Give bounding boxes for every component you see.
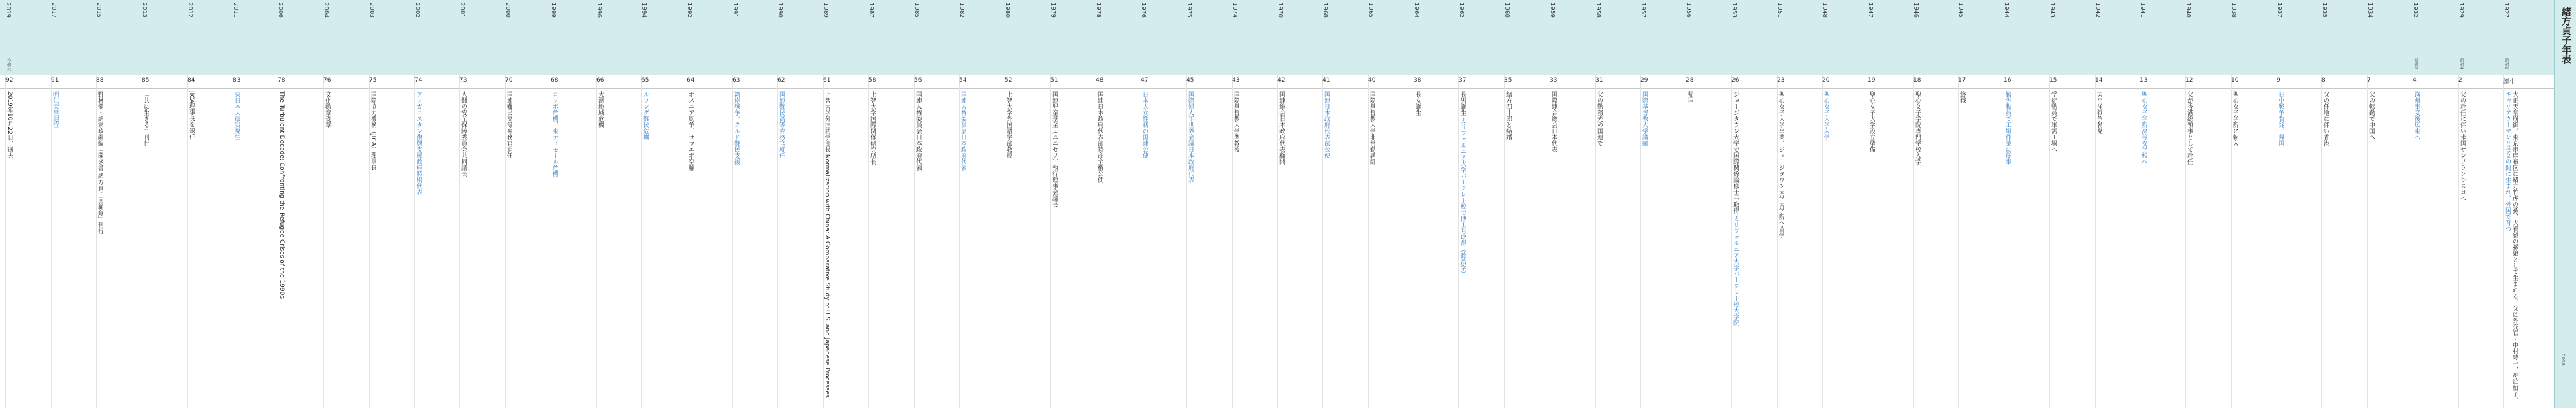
age-label: 19 [1868,77,1876,84]
timeline-column [1414,0,1458,408]
timeline-column [505,0,550,408]
timeline-column [2277,0,2321,408]
event-item: 文化勲章受章 [324,91,331,128]
event-text [2095,91,2102,404]
age-label: 20 [1822,77,1830,84]
event-item: 大湖地域危機 [597,91,604,128]
age-label: 31 [1595,77,1603,84]
timeline-column [1368,0,1413,408]
timeline-column [2231,0,2276,408]
year-label: 1994 [641,3,647,18]
event-item: 国連児童基金（ユニセフ）執行理事会議長 [1051,91,1058,207]
event-item: The Turbulent Decade: Confronting the Refugee Crises of the 1990s [278,91,285,299]
timeline-column [914,0,959,408]
age-label: 2 [2458,77,2462,84]
event-text [2413,91,2420,404]
timeline-column [1096,0,1141,408]
age-label: 48 [1096,77,1104,84]
timeline-column [687,0,732,408]
era-label: 昭和4 [2459,58,2464,69]
age-label: 12 [2185,77,2194,84]
event-item: 国際基督教大学準教授 [1233,91,1239,152]
event-item: 湾岸戦争。クルド難民支援 [733,91,740,165]
event-text [687,91,694,404]
event-item: 太平洋戦争勃発 [2096,91,2102,134]
era-label: 令和元 [6,58,11,71]
event-item: ジョージタウン大学で国際関係論修士号取得 [1732,91,1739,216]
year-label: 1951 [1777,3,1783,18]
event-item: ボスニア紛争、サラエボ空輸 [687,91,694,171]
timeline-column [51,0,96,408]
timeline-column [1458,0,1503,408]
age-label: 35 [1504,77,1512,84]
event-item: アフガニスタン復興支援政府特別代表 [415,91,422,195]
page-title: 緒方貞子年表 [2560,7,2571,64]
event-text [2321,91,2329,404]
event-text [233,91,240,404]
year-label: 2017 [51,3,57,18]
year-label: 1996 [596,3,602,18]
age-label: 16 [2004,77,2012,84]
event-item: 国際基督教大学講師 [1641,91,1648,146]
age-label: 43 [1232,77,1240,84]
age-label: 68 [551,77,559,84]
timeline-column [1322,0,1367,408]
page-number: 0018 [2560,354,2566,366]
year-label: 2003 [369,3,375,18]
age-label: 28 [1686,77,1694,84]
timeline-column [1640,0,1685,408]
event-text [1777,91,1784,404]
age-label: 64 [687,77,695,84]
age-label: 8 [2321,77,2326,84]
event-item: 国連日本政府代表部特命全権公使 [1096,91,1103,183]
age-label: 51 [1050,77,1058,84]
year-label: 1999 [551,3,557,18]
year-label: 1974 [1232,3,1238,18]
timeline-column [2140,0,2185,408]
year-label: 1965 [1368,3,1374,18]
event-item: 上智大学国際関係研究所長 [869,91,876,165]
event-text [1913,91,1921,404]
timeline-column [2458,0,2503,408]
event-text [1277,91,1285,404]
age-label: 75 [369,77,377,84]
timeline-column [868,0,913,408]
event-text [914,91,922,404]
event-text [1868,91,1875,404]
event-text [823,91,830,404]
event-item: 勤労動員で工場作業に従事 [2004,91,2011,165]
event-text [414,91,422,404]
timeline-column [641,0,686,408]
year-label: 1958 [1595,3,1601,18]
age-label: 37 [1458,77,1467,84]
timeline-column [2503,0,2548,408]
timeline-column [96,0,141,408]
event-text [1050,91,1058,404]
timeline-column [2367,0,2412,408]
age-label: 84 [187,77,195,84]
event-item: 「共に生きる」刊行 [142,91,149,146]
event-text [1322,91,1330,404]
event-text [96,91,103,404]
event-item: 国際協力機構（JICA）理事長 [370,91,376,171]
event-item: カリフォルニア大学バークレー校で博士号取得（政治学） [1459,117,1466,277]
event-item: 東日本大震災発生 [233,91,240,140]
timeline-column [323,0,368,408]
age-label: 33 [1550,77,1558,84]
timeline-column [2049,0,2094,408]
event-item: 父の転勤で中国へ [2368,91,2375,140]
event-text [551,91,558,404]
age-label: 10 [2231,77,2239,84]
event-text [278,91,285,404]
timeline-column [1141,0,1186,408]
timeline-column [2095,0,2140,408]
year-label: 1940 [2185,3,2191,18]
year-label: 2013 [142,3,148,18]
event-text [2458,91,2466,404]
age-label: 85 [142,77,150,84]
year-label: 2011 [233,3,239,18]
year-label: 1968 [1322,3,1328,18]
event-item: ルワンダ難民危機 [642,91,649,140]
year-label: 1938 [2231,3,2237,18]
event-item: 聖心女子学院に転入 [2232,91,2238,146]
event-text [5,91,13,404]
event-text [1414,91,1421,404]
event-text [1595,91,1603,404]
timeline-column [1913,0,1958,408]
event-item: 上智大学外国語学部教授 [1005,91,1012,158]
age-label: 73 [459,77,468,84]
timeline-column [1050,0,1095,408]
event-text [1005,91,1012,404]
event-text [2140,91,2147,404]
age-label: 70 [505,77,513,84]
event-item: 父の赴任に伴い米国サンフランシスコへ [2459,91,2466,201]
era-label: 昭和7 [2413,58,2418,69]
timeline-column [2413,0,2458,408]
year-label: 2012 [187,3,193,18]
event-text [1958,91,1966,404]
timeline-column [1186,0,1231,408]
event-item: 父の任地に伴い香港 [2322,91,2329,146]
event-item: 緒方四十郎と結婚 [1505,91,1512,140]
year-label: 2002 [414,3,421,18]
year-label: 1990 [777,3,783,18]
event-item: 聖心女子学院専門学校入学 [1914,91,1921,165]
age-label: 13 [2140,77,2148,84]
timeline-column [777,0,822,408]
age-label: 7 [2367,77,2371,84]
timeline-column [2321,0,2366,408]
year-label: 1975 [1186,3,1192,18]
event-text [505,91,512,404]
age-label: 17 [1958,77,1966,84]
event-item: 帰国 [1686,91,1693,103]
year-label: 1979 [1050,3,1056,18]
year-label: 2006 [278,3,284,18]
year-label: 2019 [5,3,12,18]
timeline-column [187,0,232,408]
age-label: 18 [1913,77,1921,84]
event-text [1232,91,1239,404]
age-label: 61 [823,77,831,84]
event-item: 国連総会日本政府代表顧問 [1278,91,1285,165]
year-label: 1970 [1277,3,1284,18]
timeline-column [551,0,596,408]
age-label: 62 [777,77,785,84]
event-item: カリフォルニア大学バークレー校大学院 [1732,215,1739,326]
year-label: 1944 [2004,3,2010,18]
event-text [142,91,149,404]
year-label: 1935 [2321,3,2328,18]
age-label: 26 [1731,77,1740,84]
year-label: 1960 [1504,3,1510,18]
event-item: 国連人権委員会日本政府代表 [915,91,922,171]
event-text [323,91,331,404]
timeline-column [1868,0,1912,408]
event-text [2231,91,2238,404]
timeline-column [1232,0,1277,408]
event-item: 日中戦争勃発、帰国 [2277,91,2284,146]
timeline-column [369,0,414,408]
timeline-column [2185,0,2230,408]
timeline-column [233,0,278,408]
event-text [777,91,785,404]
age-label: 83 [233,77,241,84]
age-label: 58 [868,77,877,84]
year-label: 2015 [96,3,102,18]
event-item: 国際連合総会日本代表 [1550,91,1557,152]
age-label: 42 [1277,77,1286,84]
event-text [1504,91,1512,404]
event-item: 明仁天皇退位 [52,91,59,128]
year-label: 1964 [1414,3,1420,18]
year-label: 1982 [959,3,965,18]
year-label: 2004 [323,3,329,18]
event-item: 日本人女性初の国連公使 [1141,91,1148,158]
event-item: 聖心女子大学入学 [1823,91,1829,140]
year-label: 2001 [459,3,466,18]
event-item: 父の勤務先の国連で [1596,91,1603,146]
year-label: 1947 [1868,3,1874,18]
event-text [641,91,649,404]
event-text [1822,91,1829,404]
event-text [459,91,467,404]
event-text [2004,91,2011,404]
age-label: 78 [278,77,286,84]
age-label: 63 [732,77,740,84]
timeline-column [1550,0,1595,408]
event-item: 聖心女子大学設立準備 [1868,91,1875,152]
timeline-column [823,0,868,408]
event-text [732,91,740,404]
age-label: 9 [2277,77,2281,84]
year-label: 1948 [1822,3,1828,18]
timeline-column [596,0,641,408]
event-item: 国連日本政府代表部公使 [1323,91,1330,158]
timeline-column [1595,0,1640,408]
age-label: 52 [1005,77,1013,84]
timeline-column [1686,0,1731,408]
event-item: 長男誕生 [1459,91,1466,118]
event-item: 学徒動員で軍需工場へ [2050,91,2057,152]
timeline-column [459,0,504,408]
age-label: 92 [5,77,14,84]
year-label: 1959 [1550,3,1556,18]
year-label: 1929 [2458,3,2464,18]
event-text [2185,91,2193,404]
year-label: 1989 [823,3,829,18]
year-label: 1976 [1141,3,1147,18]
year-label: 1927 [2503,3,2509,18]
year-label: 1945 [1958,3,1964,18]
event-item: 国連難民高等弁務官退任 [506,91,512,158]
event-item: 2019年10月22日、逝去 [6,91,13,159]
year-label: 1987 [868,3,875,18]
event-item: 上智大学外国語学部長 [824,91,830,154]
age-label: 4 [2413,77,2417,84]
event-item: 聖心女子学院高等女学校へ [2140,91,2147,165]
year-label: 1943 [2049,3,2055,18]
age-label: 76 [323,77,331,84]
event-text [369,91,376,404]
age-label: 54 [959,77,967,84]
timeline-column [1005,0,1049,408]
age-label: 41 [1322,77,1331,84]
year-label: 2000 [505,3,511,18]
event-item: コソボ危機、東ティモール危機 [551,91,558,177]
timeline-column [1504,0,1549,408]
event-text [2049,91,2057,404]
timeline-column [959,0,1004,408]
event-item: 国際婦人年世界会議日本政府代表 [1187,91,1194,183]
timeline-column [278,0,323,408]
timeline-column [732,0,777,408]
age-label: 45 [1186,77,1194,84]
event-text [2503,91,2518,404]
event-item: 長女誕生 [1414,91,1421,116]
event-text [1368,91,1375,404]
timeline-column [2004,0,2049,408]
year-label: 1992 [687,3,693,18]
year-label: 1942 [2095,3,2101,18]
age-label: 29 [1640,77,1648,84]
event-text [1731,91,1739,404]
year-label: 1980 [1005,3,1011,18]
year-label: 1941 [2140,3,2146,18]
event-text [2277,91,2284,404]
year-label: 1978 [1096,3,1102,18]
timeline-column [1777,0,1822,408]
year-label: 1991 [732,3,738,18]
event-text [868,91,876,404]
timeline-column [5,0,50,408]
timeline-column [1731,0,1776,408]
timeline-column [1822,0,1867,408]
age-label: 56 [914,77,922,84]
event-text [1141,91,1148,404]
event-item: 国連難民高等弁務官就任 [778,91,785,158]
year-label: 1957 [1640,3,1646,18]
year-label: 1953 [1731,3,1738,18]
age-label: 91 [51,77,59,84]
era-label: 昭和2 [2504,58,2509,69]
age-label: 誕生 [2503,79,2516,86]
event-item: 満州事変後広東へ [2413,91,2420,140]
event-item: キャリアウーマンと長女の間に生まれ、外国で育つ [2504,91,2511,232]
event-text [2367,91,2375,404]
age-label: 74 [414,77,423,84]
event-item: 国連人権委員会日本政府代表 [960,91,966,171]
event-text [1096,91,1103,404]
event-item: 野林健・納家政嗣編「聞き書 緒方貞子回顧録」刊行 [97,91,103,234]
event-text [51,91,59,404]
year-label: 1962 [1458,3,1465,18]
timeline-column [1958,0,2003,408]
event-item: 父が香港総領事として赴任 [2186,91,2193,165]
event-item: 終戦 [1959,91,1966,103]
event-text [1686,91,1693,404]
event-text [1186,91,1194,404]
age-label: 15 [2049,77,2057,84]
age-label: 40 [1368,77,1376,84]
timeline-column [414,0,459,408]
age-label: 66 [596,77,604,84]
event-item: 国際基督教大学非常勤講師 [1369,91,1375,165]
event-text [1458,91,1466,404]
event-item: 聖心女子大学卒業。ジョージタウン大学大学院へ留学 [1778,91,1784,238]
age-label: 23 [1777,77,1785,84]
year-label: 1934 [2367,3,2373,18]
event-text [1550,91,1557,404]
event-item: JICA理事長を退任 [188,91,195,140]
age-label: 14 [2095,77,2103,84]
year-label: 1985 [914,3,920,18]
age-label: 38 [1414,77,1422,84]
age-label: 88 [96,77,104,84]
event-text [187,91,195,404]
year-label: 1937 [2277,3,2283,18]
timeline-column [142,0,186,408]
year-label: 1946 [1913,3,1919,18]
year-label: 1932 [2413,3,2419,18]
event-text [959,91,966,404]
year-label: 1956 [1686,3,1692,18]
age-label: 47 [1141,77,1149,84]
event-item: 人間の安全保障委員会共同議長 [460,91,467,177]
event-item: Normalization with China: A Comparative Study of U.S. and Japanese Processes [824,154,830,398]
event-text [596,91,604,404]
event-text [1640,91,1648,404]
event-item: 大正天皇崩御。東京市麻布区に緒方竹虎の孫、犬養毅の孫娘として生まれる。父は外交官・中村豊一、母は恒子。 [2511,91,2518,403]
timeline-column [1277,0,1322,408]
age-label: 65 [641,77,649,84]
